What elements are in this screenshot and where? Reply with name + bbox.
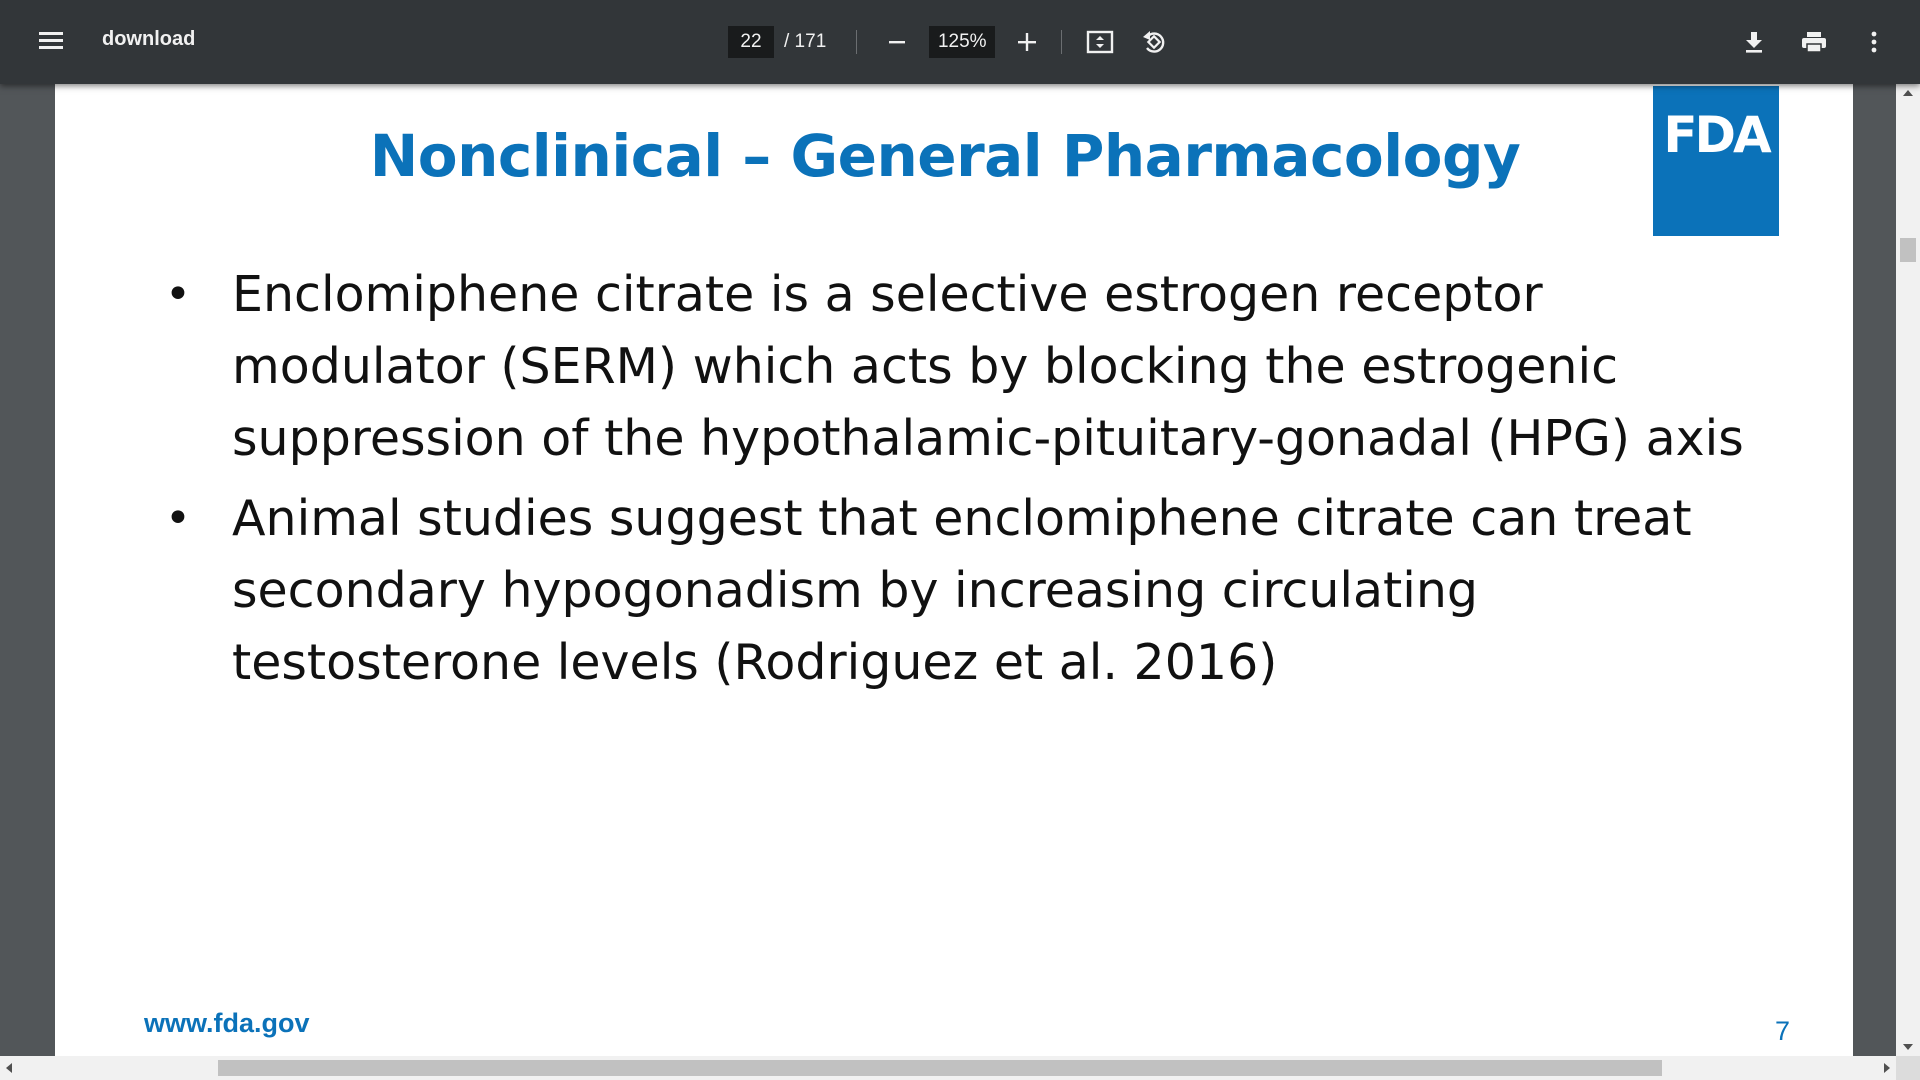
fit-to-page-button[interactable] xyxy=(1080,22,1120,62)
slide-page-number: 7 xyxy=(1775,1016,1791,1046)
hamburger-menu-icon[interactable] xyxy=(36,28,66,56)
more-vertical-icon xyxy=(1870,30,1878,54)
page-number-input[interactable] xyxy=(728,26,774,58)
horizontal-scroll-thumb[interactable] xyxy=(218,1060,1662,1076)
pdf-viewer[interactable] xyxy=(0,84,1896,1056)
plus-icon xyxy=(1017,32,1037,52)
rotate-counterclockwise-icon xyxy=(1140,28,1168,56)
zoom-input[interactable] xyxy=(929,26,995,58)
fit-to-page-icon xyxy=(1086,30,1114,54)
fda-logo xyxy=(1653,86,1779,236)
document-title: download xyxy=(102,28,196,50)
toolbar-divider xyxy=(856,30,857,54)
page-zoom-controls xyxy=(728,22,1174,62)
more-options-button[interactable] xyxy=(1854,22,1894,62)
toolbar-divider xyxy=(1061,30,1062,54)
bullet-text: Enclomiphene citrate is a selective estrogen receptor modulator (SERM) which acts by blocking the estrogenic suppression of the hypothalamic-pituitary-gonadal (HPG) axis xyxy=(232,266,1744,467)
print-button[interactable] xyxy=(1794,22,1834,62)
list-item xyxy=(165,259,1785,475)
bullet-icon: • xyxy=(165,493,191,544)
scroll-down-icon[interactable] xyxy=(1903,1044,1913,1050)
vertical-scroll-thumb[interactable] xyxy=(1900,238,1916,262)
horizontal-scrollbar[interactable] xyxy=(0,1056,1920,1080)
scroll-up-icon[interactable] xyxy=(1903,90,1913,96)
zoom-in-button[interactable] xyxy=(1007,22,1047,62)
print-icon xyxy=(1800,30,1828,54)
page-total: / 171 xyxy=(784,31,827,52)
scroll-left-icon[interactable] xyxy=(6,1063,12,1073)
scrollbar-corner xyxy=(1896,1056,1920,1080)
vertical-scrollbar[interactable] xyxy=(1896,84,1920,1056)
bullet-icon: • xyxy=(165,269,191,320)
download-icon xyxy=(1743,30,1765,54)
download-button[interactable] xyxy=(1734,22,1774,62)
rotate-button[interactable] xyxy=(1134,22,1174,62)
toolbar-actions xyxy=(1734,22,1894,62)
zoom-out-button[interactable] xyxy=(877,22,917,62)
list-item xyxy=(165,483,1785,699)
bullet-list xyxy=(165,259,1785,707)
bullet-text: Animal studies suggest that enclomiphene citrate can treat secondary hypogonadism by increasing circulating testosterone levels (Rodriguez et al. 2016) xyxy=(232,490,1692,691)
scroll-right-icon[interactable] xyxy=(1884,1063,1890,1073)
slide-title: Nonclinical – General Pharmacology xyxy=(369,122,1521,190)
pdf-toolbar xyxy=(0,0,1920,84)
pdf-page xyxy=(55,84,1853,1056)
minus-icon xyxy=(888,33,906,51)
fda-logo-text: FDA xyxy=(1663,106,1769,164)
footer-url: www.fda.gov xyxy=(144,1008,310,1038)
